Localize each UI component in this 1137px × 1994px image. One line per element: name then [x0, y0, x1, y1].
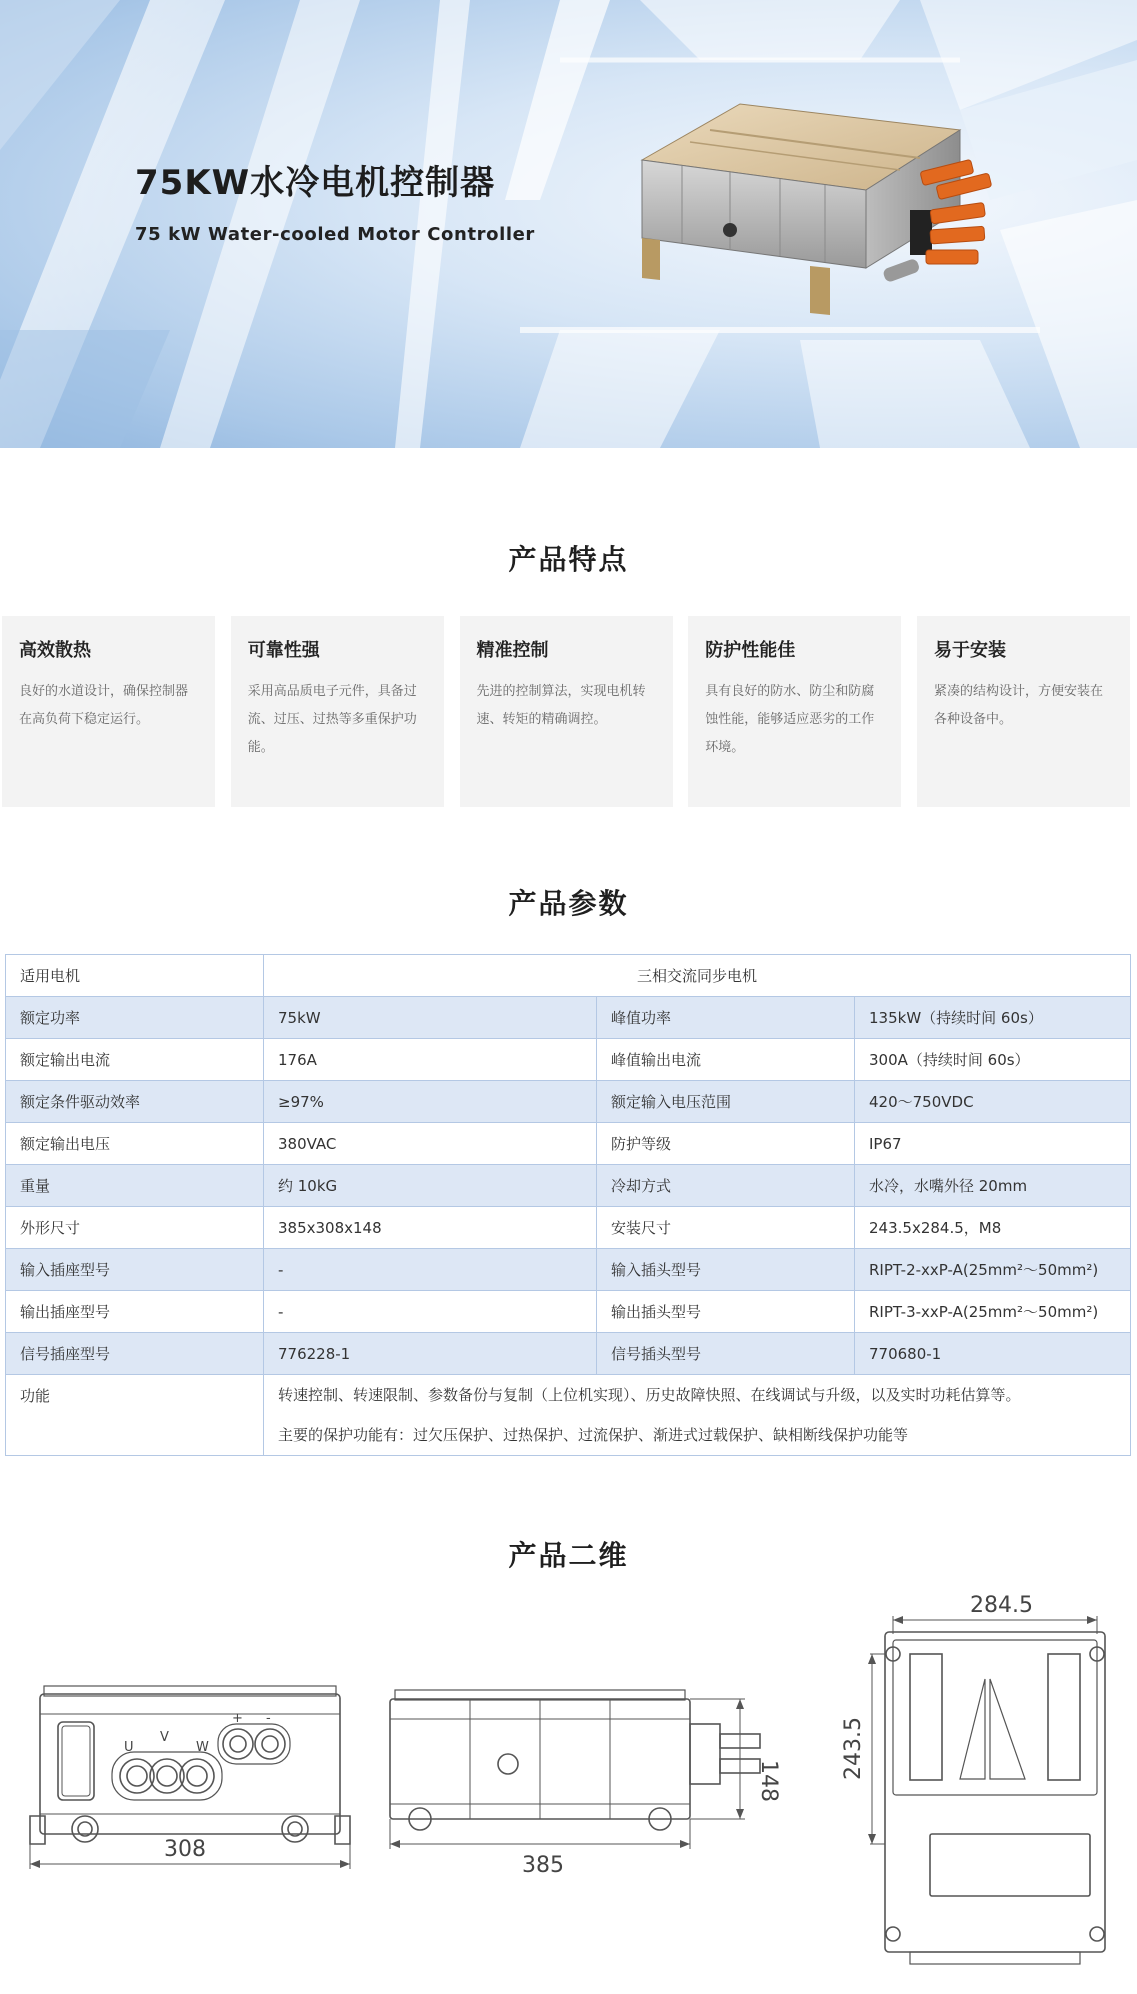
phase-u-label: U	[124, 1740, 134, 1755]
param-value: RIPT-2-xxP-A(25mm²～50mm²)	[855, 1249, 1131, 1291]
feature-name: 高效散热	[19, 640, 91, 661]
phase-v-label: V	[160, 1730, 169, 1745]
feature-name: 可靠性强	[247, 640, 320, 661]
param-value: 380VAC	[264, 1123, 597, 1165]
param-value: -	[264, 1291, 597, 1333]
feature-desc: 良好的水道设计，确保控制器在高负荷下稳定运行。	[19, 684, 189, 727]
param-label: 额定输入电压范围	[597, 1081, 855, 1123]
top-width-dim: 284.5	[970, 1594, 1033, 1618]
param-value: -	[264, 1249, 597, 1291]
param-label: 安装尺寸	[597, 1207, 855, 1249]
feature-desc: 先进的控制算法，实现电机转速、转矩的精确调控。	[476, 684, 646, 727]
table-row	[6, 1291, 1131, 1333]
table-row	[6, 1123, 1131, 1165]
minus-terminal-label: -	[266, 1711, 271, 1726]
param-value: 约 10kG	[264, 1165, 597, 1207]
feature-desc: 采用高品质电子元件，具备过流、过压、过热等多重保护功能。	[247, 684, 417, 755]
table-row	[6, 1333, 1131, 1375]
param-label: 额定条件驱动效率	[6, 1081, 264, 1123]
drawings-area	[0, 1594, 1137, 1994]
side-length-dim: 385	[522, 1853, 564, 1878]
front-width-dim: 308	[164, 1837, 206, 1862]
feature-card-control	[460, 616, 673, 807]
table-row	[6, 955, 1131, 997]
param-label: 峰值输出电流	[597, 1039, 855, 1081]
params-table	[5, 954, 1131, 1456]
param-label: 重量	[6, 1165, 264, 1207]
function-line: 转速控制、转速限制、参数备份与复制（上位机实现）、历史故障快照、在线调试与升级，以及实时功耗估算等。	[278, 1386, 1021, 1404]
param-label: 额定输出电流	[6, 1039, 264, 1081]
param-label: 功能	[6, 1375, 264, 1456]
feature-name: 易于安装	[934, 640, 1006, 661]
side-view-drawing	[390, 1690, 760, 1849]
feature-card-protection	[688, 616, 901, 807]
top-view-drawing	[868, 1616, 1105, 1964]
param-label: 输入插头型号	[597, 1249, 855, 1291]
param-value: 176A	[264, 1039, 597, 1081]
param-label: 峰值功率	[597, 997, 855, 1039]
param-label: 冷却方式	[597, 1165, 855, 1207]
param-value: 三相交流同步电机	[264, 955, 1131, 997]
top-height-dim: 243.5	[841, 1717, 866, 1780]
feature-name: 防护性能佳	[705, 640, 796, 661]
table-row	[6, 997, 1131, 1039]
table-row	[6, 1039, 1131, 1081]
motor-controller-image	[620, 90, 1040, 370]
features-section-title: 产品特点	[508, 543, 629, 576]
params-section-title: 产品参数	[508, 887, 629, 920]
table-row	[6, 1375, 1131, 1456]
param-value: 300A（持续时间 60s）	[855, 1039, 1131, 1081]
param-value: 420～750VDC	[855, 1081, 1131, 1123]
feature-card-heat	[2, 616, 215, 807]
hero-title: 75KW水冷电机控制器	[135, 163, 496, 203]
side-height-dim: 148	[756, 1760, 781, 1802]
table-row	[6, 1249, 1131, 1291]
hero-banner	[0, 0, 1137, 448]
param-label: 额定功率	[6, 997, 264, 1039]
param-label: 外形尺寸	[6, 1207, 264, 1249]
plus-terminal-label: +	[232, 1711, 243, 1726]
param-value: ≥97%	[264, 1081, 597, 1123]
param-value: 水冷，水嘴外径 20mm	[855, 1165, 1131, 1207]
param-label: 输入插座型号	[6, 1249, 264, 1291]
param-value	[264, 1375, 1131, 1456]
feature-card-reliability	[231, 616, 444, 807]
param-label: 输出插头型号	[597, 1291, 855, 1333]
param-value: RIPT-3-xxP-A(25mm²～50mm²)	[855, 1291, 1131, 1333]
param-label: 防护等级	[597, 1123, 855, 1165]
param-value: 75kW	[264, 997, 597, 1039]
table-row	[6, 1165, 1131, 1207]
function-line: 主要的保护功能有：过欠压保护、过热保护、过流保护、渐进式过载保护、缺相断线保护功能等	[278, 1426, 909, 1444]
table-row	[6, 1081, 1131, 1123]
table-row	[6, 1207, 1131, 1249]
param-value: 243.5x284.5，M8	[855, 1207, 1131, 1249]
drawings-section-title: 产品二维	[508, 1539, 629, 1572]
features-list	[2, 616, 1130, 807]
param-label: 适用电机	[6, 955, 264, 997]
feature-card-install	[917, 616, 1130, 807]
hero-subtitle: 75 kW Water-cooled Motor Controller	[135, 224, 535, 245]
param-label: 额定输出电压	[6, 1123, 264, 1165]
feature-name: 精准控制	[476, 640, 549, 661]
param-value: IP67	[855, 1123, 1131, 1165]
param-label: 信号插座型号	[6, 1333, 264, 1375]
param-value: 135kW（持续时间 60s）	[855, 997, 1131, 1039]
feature-desc: 具有良好的防水、防尘和防腐蚀性能，能够适应恶劣的工作环境。	[705, 684, 875, 755]
param-value: 770680-1	[855, 1333, 1131, 1375]
phase-w-label: W	[196, 1740, 209, 1755]
param-value: 385x308x148	[264, 1207, 597, 1249]
param-label: 输出插座型号	[6, 1291, 264, 1333]
param-label: 信号插头型号	[597, 1333, 855, 1375]
param-value: 776228-1	[264, 1333, 597, 1375]
feature-desc: 紧凑的结构设计，方便安装在各种设备中。	[934, 684, 1104, 727]
